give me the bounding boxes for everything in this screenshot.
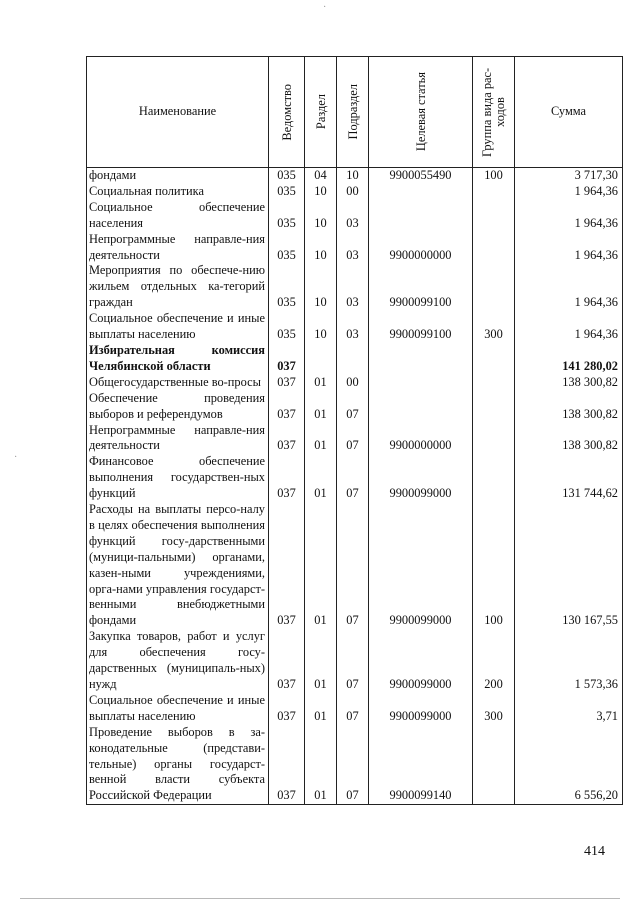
cell-gruppa: 200 (473, 629, 515, 693)
cell-gruppa: 100 (473, 502, 515, 629)
cell-razdel: 10 (305, 200, 337, 232)
table-row (87, 232, 623, 264)
cell-gruppa (473, 184, 515, 200)
cell-gruppa (473, 263, 515, 311)
cell-razdel: 01 (305, 375, 337, 391)
cell-celevaya: 9900099000 (369, 693, 473, 725)
cell-podrazdel: 07 (337, 423, 369, 455)
cell-podrazdel: 03 (337, 311, 369, 343)
cell-podrazdel: 07 (337, 391, 369, 423)
cell-name: Социальное обеспечение и иные выплаты населению (87, 693, 269, 725)
table-row (87, 263, 623, 311)
cell-name: Мероприятия по обеспече-нию жильем отдельных ка-тегорий граждан (87, 263, 269, 311)
cell-name: Избирательная комиссия Челябинской области (87, 343, 269, 375)
cell-vedomstvo: 037 (269, 693, 305, 725)
cell-vedomstvo: 037 (269, 423, 305, 455)
cell-gruppa: 300 (473, 311, 515, 343)
header-name (87, 57, 269, 168)
cell-vedomstvo: 035 (269, 311, 305, 343)
table-row (87, 375, 623, 391)
cell-podrazdel: 10 (337, 168, 369, 184)
cell-razdel: 10 (305, 232, 337, 264)
cell-podrazdel: 03 (337, 232, 369, 264)
cell-celevaya: 9900099100 (369, 311, 473, 343)
table-row (87, 343, 623, 375)
header-name-label: Наименование (138, 104, 217, 119)
cell-celevaya (369, 343, 473, 375)
header-razdel-label: Раздел (313, 94, 328, 130)
cell-name: Общегосударственные во-просы (87, 375, 269, 391)
table-row (87, 184, 623, 200)
cell-gruppa (473, 725, 515, 805)
cell-vedomstvo: 035 (269, 200, 305, 232)
cell-summa: 138 300,82 (515, 423, 623, 455)
scan-mark: · (14, 452, 18, 463)
cell-vedomstvo: 037 (269, 375, 305, 391)
table-row (87, 693, 623, 725)
cell-razdel: 10 (305, 184, 337, 200)
cell-name: Расходы на выплаты персо-налу в целях обеспечения выполнения функций госу-дарственными (муници-пальными) органами, казен-ными учреждениями, орга-нами управления государст-венными внебюджетными фондами (87, 502, 269, 629)
cell-vedomstvo: 035 (269, 263, 305, 311)
cell-razdel: 01 (305, 725, 337, 805)
cell-razdel: 01 (305, 693, 337, 725)
bottom-rule (20, 898, 620, 899)
cell-podrazdel: 07 (337, 454, 369, 502)
cell-podrazdel: 00 (337, 184, 369, 200)
cell-razdel: 10 (305, 263, 337, 311)
cell-podrazdel: 07 (337, 502, 369, 629)
cell-razdel: 04 (305, 168, 337, 184)
table-row (87, 629, 623, 693)
header-summa (515, 57, 623, 168)
cell-celevaya: 9900000000 (369, 232, 473, 264)
budget-table (86, 56, 623, 805)
cell-vedomstvo: 037 (269, 343, 305, 375)
cell-gruppa (473, 343, 515, 375)
cell-name: Закупка товаров, работ и услуг для обеспечения госу-дарственных (муниципаль-ных) нужд (87, 629, 269, 693)
cell-summa: 141 280,02 (515, 343, 623, 375)
header-vedomstvo-label: Ведомство (279, 83, 294, 141)
cell-podrazdel: 07 (337, 629, 369, 693)
table-row (87, 454, 623, 502)
cell-gruppa (473, 454, 515, 502)
cell-celevaya: 9900099140 (369, 725, 473, 805)
cell-summa: 138 300,82 (515, 375, 623, 391)
cell-celevaya (369, 200, 473, 232)
cell-razdel: 01 (305, 454, 337, 502)
cell-vedomstvo: 037 (269, 454, 305, 502)
cell-name: Обеспечение проведения выборов и референдумов (87, 391, 269, 423)
cell-vedomstvo: 037 (269, 725, 305, 805)
cell-summa: 6 556,20 (515, 725, 623, 805)
cell-name: Непрограммные направле-ния деятельности (87, 232, 269, 264)
cell-summa: 3,71 (515, 693, 623, 725)
header-vedomstvo (269, 57, 305, 168)
cell-celevaya: 9900099000 (369, 454, 473, 502)
cell-vedomstvo: 037 (269, 629, 305, 693)
cell-podrazdel: 00 (337, 375, 369, 391)
cell-gruppa: 100 (473, 168, 515, 184)
cell-gruppa: 300 (473, 693, 515, 725)
cell-podrazdel: 07 (337, 725, 369, 805)
cell-gruppa (473, 423, 515, 455)
table-row (87, 391, 623, 423)
header-celevaya (369, 57, 473, 168)
cell-celevaya (369, 375, 473, 391)
cell-summa: 130 167,55 (515, 502, 623, 629)
header-podrazdel (337, 57, 369, 168)
table-header-row (87, 57, 623, 168)
header-celevaya-label: Целевая статья (413, 72, 428, 152)
cell-gruppa (473, 200, 515, 232)
header-gruppa (473, 57, 515, 168)
cell-vedomstvo: 035 (269, 184, 305, 200)
cell-vedomstvo: 035 (269, 232, 305, 264)
table-row (87, 725, 623, 805)
cell-name: Социальное обеспечение и иные выплаты населению (87, 311, 269, 343)
cell-gruppa (473, 391, 515, 423)
cell-name: Непрограммные направле-ния деятельности (87, 423, 269, 455)
cell-name: фондами (87, 168, 269, 184)
table-row (87, 502, 623, 629)
cell-podrazdel: 07 (337, 693, 369, 725)
cell-summa: 138 300,82 (515, 391, 623, 423)
cell-vedomstvo: 037 (269, 391, 305, 423)
cell-name: Финансовое обеспечение выполнения государствен-ных функций (87, 454, 269, 502)
cell-celevaya: 9900055490 (369, 168, 473, 184)
table-row (87, 311, 623, 343)
cell-summa: 131 744,62 (515, 454, 623, 502)
cell-razdel (305, 343, 337, 375)
cell-name: Социальная политика (87, 184, 269, 200)
cell-summa: 3 717,30 (515, 168, 623, 184)
cell-razdel: 01 (305, 391, 337, 423)
page-number: 414 (584, 844, 605, 859)
header-razdel (305, 57, 337, 168)
table-row (87, 423, 623, 455)
cell-razdel: 01 (305, 423, 337, 455)
cell-podrazdel (337, 343, 369, 375)
cell-razdel: 01 (305, 629, 337, 693)
cell-summa: 1 964,36 (515, 263, 623, 311)
cell-celevaya: 9900099100 (369, 263, 473, 311)
cell-celevaya (369, 391, 473, 423)
cell-celevaya (369, 184, 473, 200)
cell-podrazdel: 03 (337, 200, 369, 232)
table-body (87, 168, 623, 805)
cell-summa: 1 964,36 (515, 200, 623, 232)
table-row (87, 200, 623, 232)
cell-celevaya: 9900099000 (369, 502, 473, 629)
cell-celevaya: 9900000000 (369, 423, 473, 455)
cell-name: Проведение выборов в за-конодательные (представи-тельные) органы государст-венной власти субъекта Российской Федерации (87, 725, 269, 805)
cell-vedomstvo: 037 (269, 502, 305, 629)
cell-summa: 1 964,36 (515, 311, 623, 343)
cell-podrazdel: 03 (337, 263, 369, 311)
header-podrazdel-label: Подраздел (345, 84, 360, 140)
cell-summa: 1 573,36 (515, 629, 623, 693)
cell-summa: 1 964,36 (515, 184, 623, 200)
cell-summa: 1 964,36 (515, 232, 623, 264)
cell-gruppa (473, 375, 515, 391)
cell-vedomstvo: 035 (269, 168, 305, 184)
table-row (87, 168, 623, 184)
cell-razdel: 01 (305, 502, 337, 629)
cell-celevaya: 9900099000 (369, 629, 473, 693)
scan-mark: · (323, 2, 327, 13)
header-summa-label: Сумма (550, 104, 587, 119)
header-gruppa-label: Группа вида рас-ходов (479, 67, 507, 157)
cell-razdel: 10 (305, 311, 337, 343)
cell-name: Социальное обеспечение населения (87, 200, 269, 232)
cell-gruppa (473, 232, 515, 264)
